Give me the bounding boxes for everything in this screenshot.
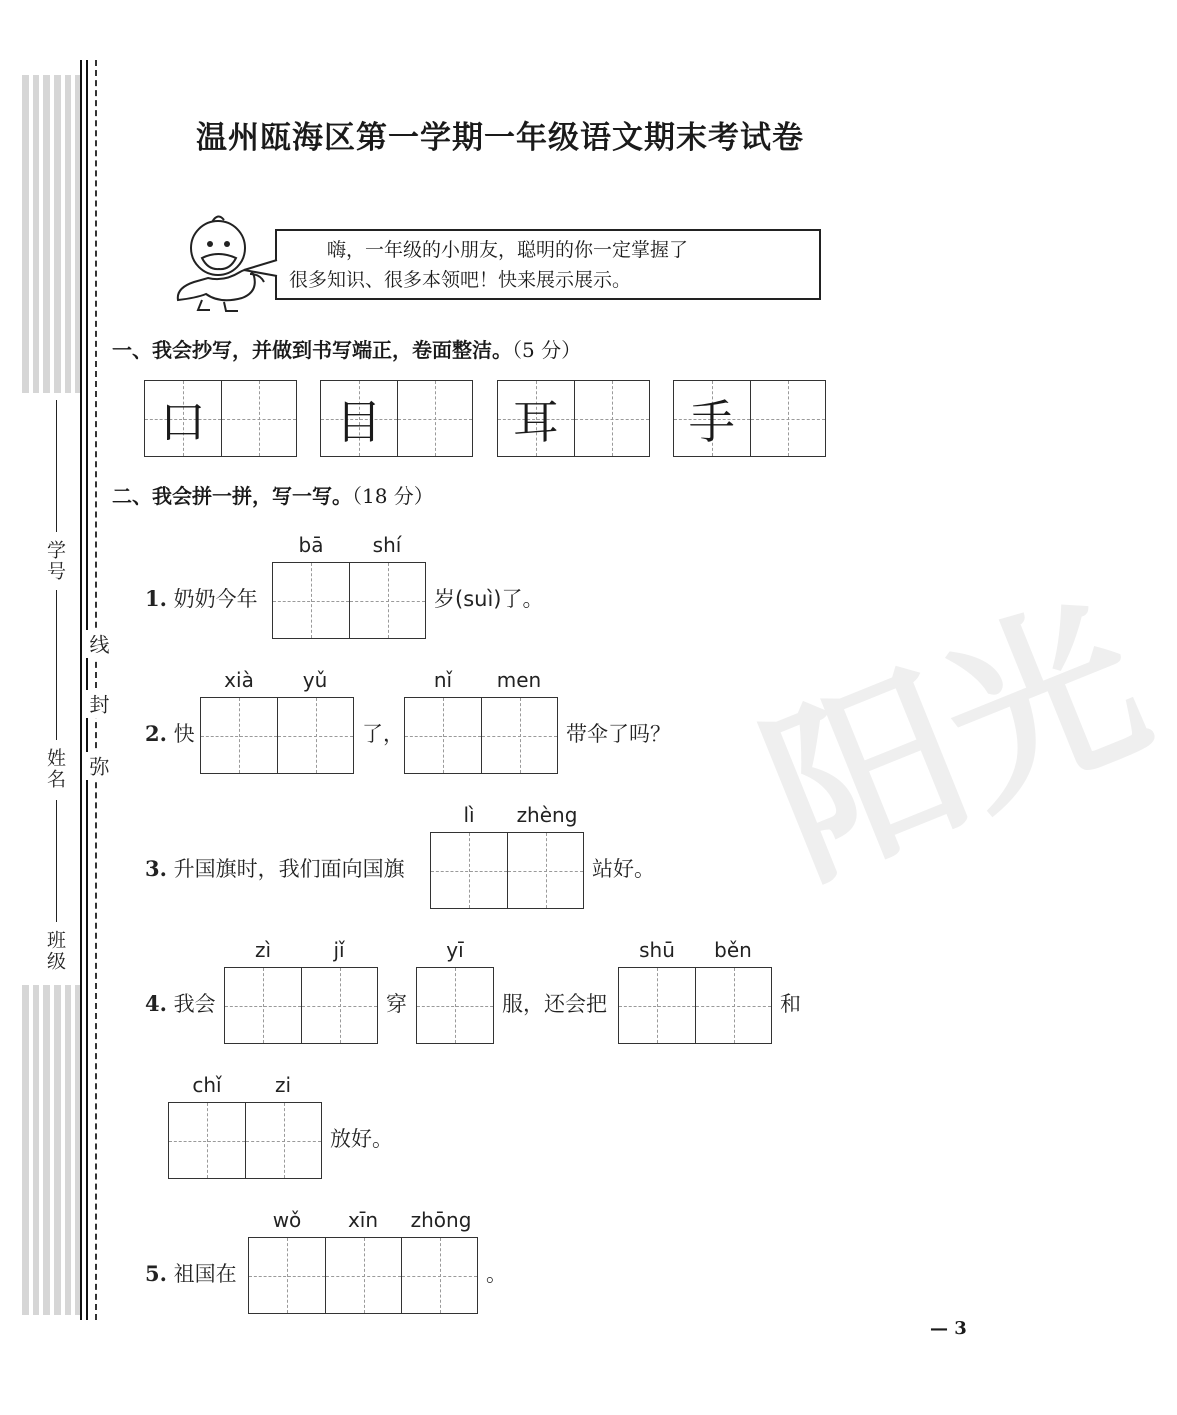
pinyin-label: chǐ [192, 1073, 222, 1097]
writing-cell[interactable] [507, 833, 583, 908]
question-2-middle: 了， [362, 722, 404, 746]
pinyin-label: xià [224, 668, 254, 692]
question-2-suffix: 带伞了吗？ [566, 722, 671, 746]
question-5-suffix: 。 [486, 1262, 507, 1286]
question-text: 我会 [173, 992, 216, 1016]
writing-cell[interactable] [221, 381, 297, 456]
class-field[interactable] [56, 800, 57, 922]
pinyin-label: zi [274, 1073, 292, 1097]
writing-cell[interactable] [417, 968, 493, 1043]
seal-char-feng: 封 [84, 690, 113, 718]
pinyin-label: lì [463, 803, 475, 827]
section-2-title: 二、我会拼一拼，写一写。 [112, 484, 352, 508]
page-title: 温州瓯海区第一学期一年级语文期末考试卷 [196, 120, 804, 156]
question-4-suffix: 放好。 [330, 1127, 393, 1151]
answer-grid-q4a [224, 967, 378, 1044]
section-1-score: （5 分） [512, 338, 582, 362]
question-4-prompt [145, 992, 216, 1016]
question-text: 奶奶今年 [173, 587, 258, 611]
bubble-tail-icon [242, 258, 278, 280]
pinyin-label: jǐ [333, 938, 345, 962]
student-id-label: 学号 [44, 540, 66, 582]
question-1-prompt [145, 587, 258, 611]
section-2-heading [112, 480, 434, 509]
pinyin-label: yǔ [302, 668, 328, 692]
binding-line [80, 60, 82, 1320]
writing-cell[interactable] [245, 1103, 321, 1178]
answer-grid-q4c [618, 967, 772, 1044]
writing-cell[interactable] [349, 563, 425, 638]
answer-grid-q1 [272, 562, 426, 639]
writing-cell[interactable] [750, 381, 826, 456]
question-text: 升国旗时，我们面向国旗 [173, 857, 405, 881]
pinyin-label: nǐ [433, 668, 453, 692]
intro-line-1: 嗨，一年级的小朋友，聪明的你一定掌握了 [327, 239, 689, 261]
pinyin-label: shí [372, 533, 402, 557]
model-character: 口 [159, 394, 206, 449]
question-number: 5. [145, 1261, 167, 1286]
question-number: 3. [145, 856, 167, 881]
intro-speech-bubble [275, 229, 821, 300]
answer-grid-q4b [416, 967, 494, 1044]
question-text: 快 [173, 722, 195, 746]
pinyin-label: zì [254, 938, 272, 962]
writing-cell[interactable] [405, 698, 481, 773]
writing-cell[interactable] [225, 968, 301, 1043]
answer-grid-q4d [168, 1102, 322, 1179]
writing-cell[interactable] [169, 1103, 245, 1178]
writing-cell[interactable] [401, 1238, 477, 1313]
model-character: 目 [335, 394, 382, 449]
question-text: 祖国在 [173, 1262, 237, 1286]
answer-grid-q5 [248, 1237, 478, 1314]
question-3-suffix: 站好。 [592, 857, 655, 881]
pinyin-label: men [496, 668, 542, 692]
pinyin-label: shū [639, 938, 675, 962]
seal-char-mi: 弥 [84, 752, 113, 780]
question-number: 2. [145, 721, 167, 746]
answer-grid-q2b [404, 697, 558, 774]
answer-grid-q2a [200, 697, 354, 774]
pinyin-label: xīn [347, 1208, 379, 1232]
section-1-title: 一、我会抄写，并做到书写端正，卷面整洁。 [112, 338, 512, 362]
question-4-text-b: 服，还会把 [502, 992, 607, 1016]
copy-grid-er [497, 380, 650, 457]
question-5-prompt [145, 1262, 237, 1286]
answer-grid-q3 [430, 832, 584, 909]
name-field[interactable] [56, 590, 57, 740]
model-cell [674, 381, 750, 456]
watermark: 阳光 [738, 567, 1174, 915]
question-1-suffix: 岁(suì)了。 [434, 587, 544, 611]
question-number: 1. [145, 586, 167, 611]
question-2-prompt [145, 722, 195, 746]
section-1-heading [112, 334, 581, 363]
copy-grid-mu [320, 380, 473, 457]
question-number: 4. [145, 991, 167, 1016]
intro-line-2: 很多知识、很多本领吧！快来展示展示。 [289, 269, 632, 291]
class-label: 班级 [44, 930, 66, 972]
model-character: 耳 [512, 394, 559, 449]
writing-cell[interactable] [431, 833, 507, 908]
pinyin-label: běn [714, 938, 752, 962]
pinyin-label: bā [298, 533, 324, 557]
question-4-text-a: 穿 [386, 992, 407, 1016]
page-number: — 3 [930, 1318, 967, 1339]
pinyin-label: zhèng [516, 803, 578, 827]
model-cell [145, 381, 221, 456]
pinyin-label: yī [446, 938, 464, 962]
copy-grid-shou [673, 380, 826, 457]
name-label: 姓名 [44, 748, 66, 790]
pinyin-label: zhōng [410, 1208, 472, 1232]
writing-cell[interactable] [201, 698, 277, 773]
binding-stripes-bottom [22, 985, 82, 1315]
copy-grid-kou [144, 380, 297, 457]
question-4-text-c: 和 [780, 992, 801, 1016]
writing-cell[interactable] [249, 1238, 325, 1313]
writing-cell[interactable] [695, 968, 771, 1043]
writing-cell[interactable] [273, 563, 349, 638]
writing-cell[interactable] [301, 968, 377, 1043]
model-cell [498, 381, 574, 456]
pinyin-label: wǒ [272, 1208, 302, 1232]
writing-cell[interactable] [397, 381, 473, 456]
model-character: 手 [688, 394, 735, 449]
seal-char-line: 线 [84, 630, 113, 658]
student-id-field[interactable] [56, 400, 57, 532]
model-cell [321, 381, 397, 456]
writing-cell[interactable] [277, 698, 353, 773]
writing-cell[interactable] [481, 698, 557, 773]
writing-cell[interactable] [574, 381, 650, 456]
section-2-score: （18 分） [352, 484, 434, 508]
writing-cell[interactable] [619, 968, 695, 1043]
writing-cell[interactable] [325, 1238, 401, 1313]
question-3-prompt [145, 857, 405, 881]
